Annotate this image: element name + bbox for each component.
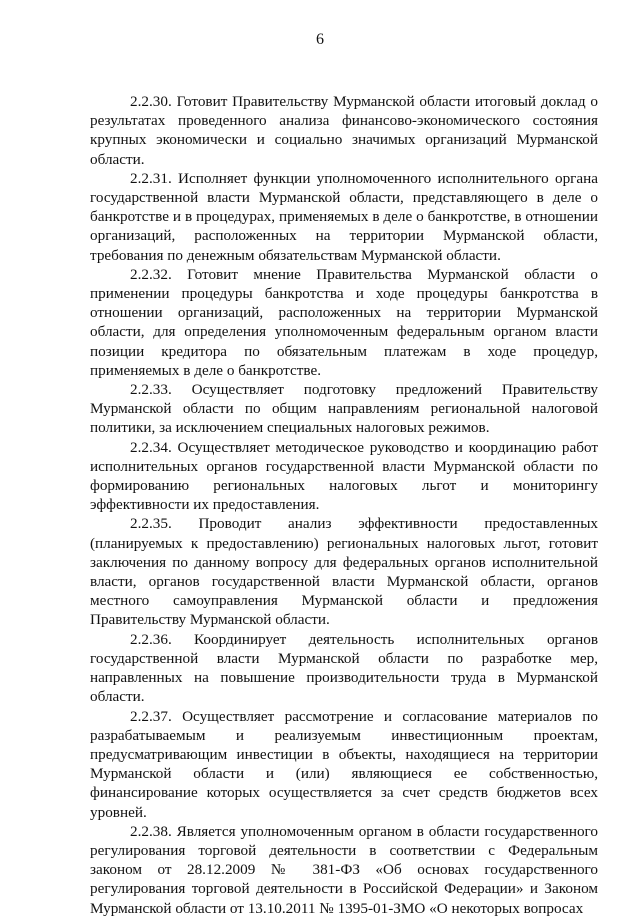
document-body [90, 92, 598, 918]
paragraph-2-2-32: 2.2.32. Готовит мнение Правительства Мурманской области о применении процедуры банкротства и ходе процедуры банкротства в отношении организаций, расположенных на территории Мурманской области, для определения уполномоченным федеральным органом власти позиции кредитора по обязательным платежам в ходе процедур, применяемых в деле о банкротстве. [90, 265, 598, 379]
paragraph-2-2-33: 2.2.33. Осуществляет подготовку предложений Правительству Мурманской области по общим направлениям региональной налоговой политики, за исключением специальных налоговых режимов. [90, 381, 598, 437]
paragraph-2-2-34: 2.2.34. Осуществляет методическое руководство и координацию работ исполнительных органов государственной власти Мурманской области по формированию региональных налоговых льгот и мониторингу эффективности их предоставления. [90, 438, 598, 514]
paragraph-2-2-37: 2.2.37. Осуществляет рассмотрение и согласование материалов по разрабатываемым и реализуемым инвестиционным проектам, предусматривающим инвестиции в объекты, находящиеся на территории Мурманской области и (или) являющиеся ее собственностью, финансирование которых осуществляется за счет средств бюджетов всех уровней. [90, 707, 598, 821]
page-number: 6 [316, 31, 324, 48]
paragraph-2-2-35: 2.2.35. Проводит анализ эффективности предоставленных (планируемых к предоставлению) региональных налоговых льгот, готовит заключения по данному вопросу для федеральных органов исполнительной власти, органов государственной власти Мурманской области, органов местного самоуправления Мурманской области и предложения Правительству Мурманской области. [90, 515, 598, 629]
paragraph-2-2-36: 2.2.36. Координирует деятельность исполнительных органов государственной власти Мурманской области по разработке мер, направленных на повышение производительности труда в Мурманской области. [90, 630, 598, 706]
paragraph-2-2-31: 2.2.31. Исполняет функции уполномоченного исполнительного органа государственной власти Мурманской области, представляющего в деле о банкротстве и в процедурах, применяемых в деле о банкротстве, в отношении организаций, расположенных на территории Мурманской области, требования по денежным обязательствам Мурманской области. [90, 169, 598, 264]
paragraph-2-2-38: 2.2.38. Является уполномоченным органом в области государственного регулирования торговой деятельности в соответствии с Федеральным законом от 28.12.2009 № 381-ФЗ «Об основах государственного регулирования торговой деятельности в Российской Федерации» и Законом Мурманской области от 13.10.2011 № 1395-01-ЗМО «О некоторых вопросах [90, 822, 598, 917]
paragraph-2-2-30: 2.2.30. Готовит Правительству Мурманской области итоговый доклад о результатах проведенного анализа финансово-экономического состояния крупных экономически и социально значимых организаций Мурманской области. [90, 93, 598, 168]
